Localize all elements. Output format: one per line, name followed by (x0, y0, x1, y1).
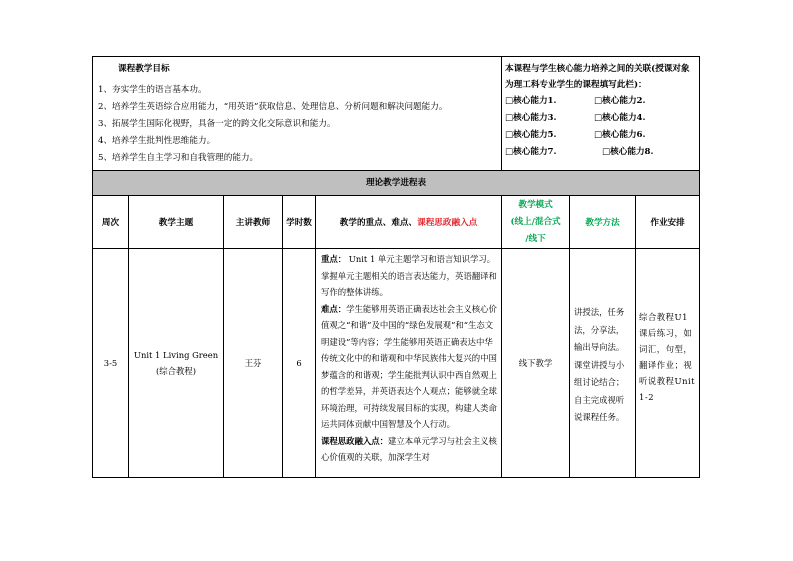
header-mode-line1: 教学模式 (518, 199, 553, 210)
objectives-title: 课程教学目标 (118, 64, 170, 74)
header-week: 周次 (93, 196, 129, 249)
competency-checkbox-3[interactable]: □核心能力3. (505, 113, 557, 123)
schedule-title: 理论教学进程表 (93, 171, 700, 196)
header-topic: 教学主题 (129, 196, 224, 249)
key-point-label: 重点： (321, 254, 347, 264)
competency-cell (502, 57, 700, 171)
header-content-main: 教学的重点、难点、 (339, 218, 418, 228)
header-mode-line2: (线上/混合式 (510, 216, 561, 227)
row-method-text: 讲授法，任务法，分享法，输出导向法。课堂讲授与小组讨论结合；自主完成视听说课程任务。 (574, 307, 625, 422)
ideology-text: 建立本单元学习与社会主义核心价值观的关联，加深学生对 (321, 435, 497, 462)
table-row (93, 249, 700, 478)
header-method: 教学方法 (570, 196, 636, 249)
objectives-cell (93, 57, 502, 171)
row-method (570, 249, 636, 478)
difficulty-text: 学生能够用英语正确表达社会主义核心价值观之“和谐”及中国的“绿色发展观”和“生态文明建设”等内容；学生能够用英语正确表达中华传统文化中的和谐观和中华民族伟大复兴的中国梦蕴含的和谐观；学生能批判认识中西自然观上的哲学差异，并英语表达个人观点；能够就全球环境治理，可持续发展目标的实现，构建人类命运共同体贡献中国智慧及个人行动。 (321, 303, 497, 429)
competency-title: 本课程与学生核心能力培养之间的关联(授课对象为理工科专业学生的课程填写此栏)： (505, 64, 690, 90)
ideology-label: 课程思政融入点： (321, 435, 388, 446)
competency-checkbox-1[interactable]: □核心能力1. (505, 96, 557, 106)
row-topic (129, 249, 224, 478)
row-week: 3-5 (93, 249, 129, 478)
row-teacher: 王芬 (224, 249, 283, 478)
row-topic-book: (综合教程) (155, 366, 197, 376)
row-content (316, 249, 502, 478)
objective-item: 2、培养学生英语综合应用能力，“用英语”获取信息、处理信息、分析问题和解决问题能力。 (98, 102, 448, 112)
row-homework-text: 综合教程U1课后练习，如词汇，句型，翻译作业；视听说教程Unit 1-2 (639, 312, 696, 402)
header-mode-line3: /线下 (525, 233, 546, 244)
objective-item: 5、培养学生自主学习和自我管理的能力。 (98, 153, 259, 163)
competency-checkbox-2[interactable]: □核心能力2. (594, 96, 646, 106)
row-homework (636, 249, 700, 478)
header-teacher: 主讲教师 (224, 196, 283, 249)
objective-item: 1、夯实学生的语言基本功。 (98, 85, 207, 95)
row-mode: 线下教学 (502, 249, 570, 478)
header-hours: 学时数 (283, 196, 316, 249)
schedule-header-row (93, 196, 700, 249)
header-content (316, 196, 502, 249)
competency-checkbox-8[interactable]: □核心能力8. (602, 147, 654, 157)
header-mode (502, 196, 570, 249)
competency-checkbox-6[interactable]: □核心能力6. (594, 130, 646, 140)
header-homework: 作业安排 (636, 196, 700, 249)
objective-item: 4、培养学生批判性思维能力。 (98, 136, 216, 146)
competency-checkbox-5[interactable]: □核心能力5. (505, 130, 557, 140)
course-document-page (92, 56, 699, 478)
competency-checkbox-7[interactable]: □核心能力7. (505, 147, 557, 157)
row-topic-title: Unit 1 Living Green (133, 350, 219, 360)
course-plan-table (92, 56, 700, 478)
objective-item: 3、拓展学生国际化视野，具备一定的跨文化交际意识和能力。 (98, 119, 336, 129)
difficulty-label: 难点： (321, 303, 347, 314)
key-point-text: Unit 1 单元主题学习和语言知识学习。掌握单元主题相关的语言表达能力，英语翻译和写作的整体讲练。 (321, 254, 497, 297)
competency-checkbox-4[interactable]: □核心能力4. (594, 113, 646, 123)
header-content-ideology: 课程思政融入点 (417, 218, 478, 228)
row-hours: 6 (283, 249, 316, 478)
